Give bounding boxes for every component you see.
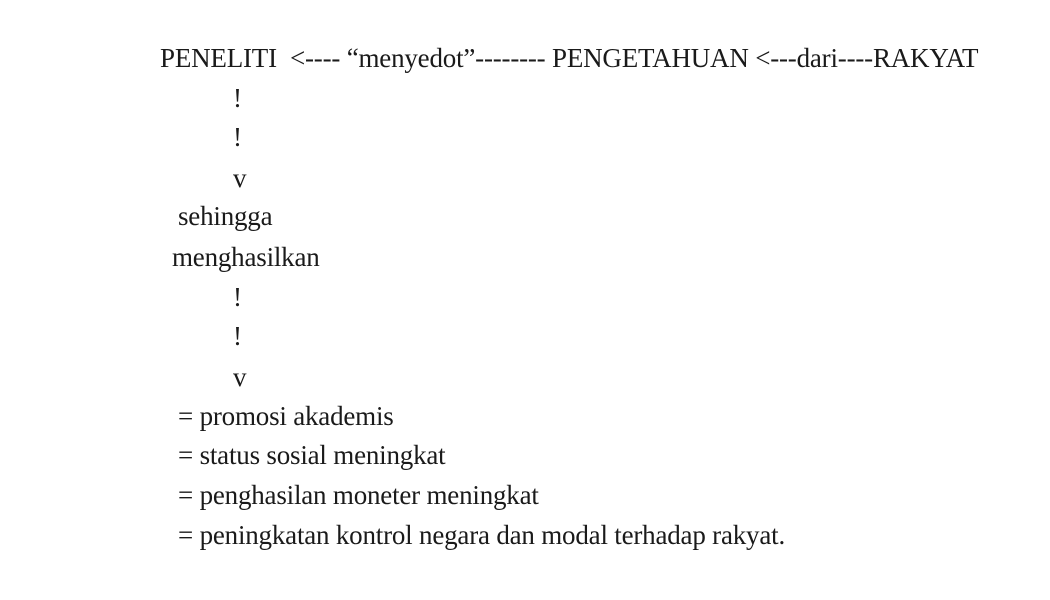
result-item: = promosi akademis xyxy=(178,401,394,431)
flow-arrow-shaft: ! xyxy=(233,83,242,113)
flow-arrow-head: v xyxy=(233,163,247,193)
flow-arrow-shaft: ! xyxy=(233,321,242,351)
connector-text-sehingga: sehingga xyxy=(178,201,273,231)
connector-text-menghasilkan: menghasilkan xyxy=(172,242,320,272)
flow-arrow-shaft: ! xyxy=(233,122,242,152)
top-flow-row: PENELITI <---- “menyedot”-------- PENGETAHUAN <---dari----RAKYAT xyxy=(160,43,979,73)
result-item: = peningkatan kontrol negara dan modal terhadap rakyat. xyxy=(178,520,785,550)
result-item: = status sosial meningkat xyxy=(178,440,446,470)
flow-arrow-shaft: ! xyxy=(233,282,242,312)
result-item: = penghasilan moneter meningkat xyxy=(178,480,539,510)
flow-arrow-head: v xyxy=(233,362,247,392)
